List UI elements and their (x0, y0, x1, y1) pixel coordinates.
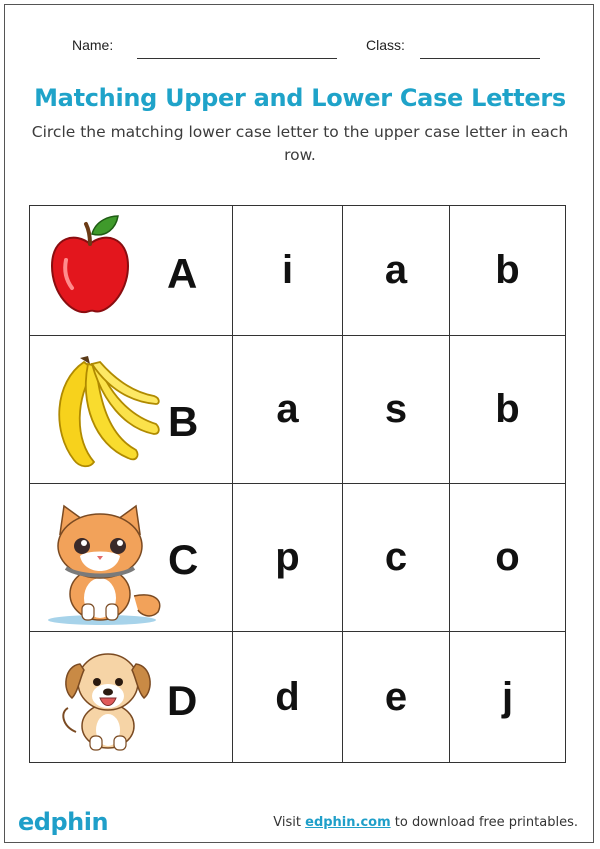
uppercase-letter: B (168, 398, 199, 445)
banana-icon (44, 352, 160, 470)
dog-icon (58, 646, 158, 752)
picture-cell (30, 484, 233, 632)
uppercase-letter: A (167, 250, 198, 297)
letter-option[interactable]: j (450, 632, 566, 763)
cat-icon (46, 504, 170, 626)
letter-option[interactable]: a (233, 336, 343, 484)
letter-option[interactable]: c (343, 484, 450, 632)
letter-option[interactable]: b (450, 336, 566, 484)
apple-icon (46, 214, 134, 318)
instructions: Circle the matching lower case letter to the upper case letter in each row. (31, 123, 569, 164)
picture-cell (30, 206, 233, 336)
table-row (30, 206, 566, 336)
letter-option[interactable]: b (450, 206, 566, 336)
uppercase-letter: C (168, 536, 199, 583)
table-row (30, 484, 566, 632)
footer-text (273, 815, 578, 830)
matching-grid (29, 205, 566, 763)
worksheet-title: Matching Upper and Lower Case Letters (34, 84, 566, 112)
letter-option[interactable]: e (343, 632, 450, 763)
footer-text-before: Visit (273, 815, 306, 830)
letter-option[interactable]: i (233, 206, 343, 336)
name-label: Name: (72, 37, 114, 53)
footer-text-after: to download free printables. (390, 815, 578, 830)
letter-option[interactable]: a (343, 206, 450, 336)
class-label: Class: (366, 37, 405, 53)
letter-option[interactable]: o (450, 484, 566, 632)
letter-option[interactable]: d (233, 632, 343, 763)
edphin-logo[interactable]: edphin (18, 808, 109, 836)
uppercase-letter: D (167, 677, 198, 724)
class-line[interactable] (420, 58, 540, 59)
name-line[interactable] (137, 58, 337, 59)
picture-cell (30, 336, 233, 484)
letter-option[interactable]: s (343, 336, 450, 484)
footer-link[interactable]: edphin.com (305, 815, 391, 830)
table-row (30, 336, 566, 484)
table-row (30, 632, 566, 763)
letter-option[interactable]: p (233, 484, 343, 632)
picture-cell (30, 632, 233, 763)
